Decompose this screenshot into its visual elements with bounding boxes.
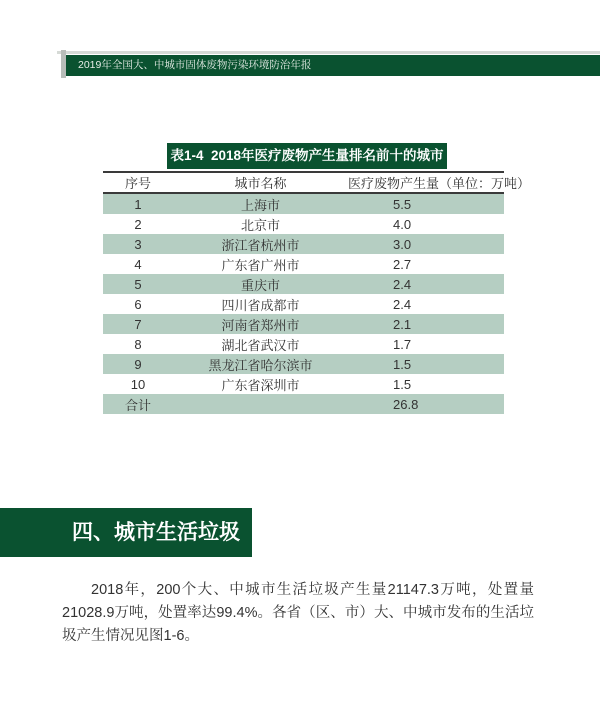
city-cell: 上海市 [240, 197, 280, 213]
city-cell: 重庆市 [240, 277, 280, 293]
value-cell: 2.7 [393, 256, 412, 272]
city-cell: 浙江省杭州市 [221, 237, 300, 253]
table-row [103, 314, 504, 334]
rank-cell: 1 [134, 196, 142, 212]
value-cell: 3.0 [393, 236, 412, 252]
total-value: 26.8 [393, 396, 419, 412]
value-cell: 5.5 [393, 196, 412, 212]
table-row [103, 254, 504, 274]
rank-cell: 7 [134, 316, 142, 332]
rank-cell: 8 [134, 336, 142, 352]
rank-cell: 3 [134, 236, 142, 252]
table-row [103, 274, 504, 294]
body-paragraph: 2018年，200个大、中城市生活垃圾产生量21147.3万吨，处置量21028.9万吨，处置率达99.4%。各省（区、市）大、中城市发布的生活垃圾产生情况见图1-6。 [62, 582, 534, 644]
value-cell: 1.7 [393, 336, 412, 352]
table-row [103, 234, 504, 254]
city-cell: 四川省成都市 [221, 297, 300, 313]
running-header-bar: 2019年全国大、中城市固体废物污染环境防治年报 [66, 55, 600, 76]
table-row [103, 194, 504, 214]
table-row [103, 214, 504, 234]
table-header-row [103, 171, 531, 194]
table-total-row [103, 394, 504, 414]
header-top-rule [57, 51, 600, 54]
rank-cell: 6 [134, 296, 142, 312]
city-cell: 广东省深圳市 [221, 377, 300, 393]
city-cell: 河南省郑州市 [221, 317, 300, 333]
value-cell: 1.5 [393, 376, 412, 392]
value-cell: 1.5 [393, 356, 412, 372]
table-row [103, 374, 504, 394]
rank-cell: 9 [134, 356, 142, 372]
table-body [103, 194, 504, 394]
city-cell: 湖北省武汉市 [221, 337, 300, 353]
rank-cell: 4 [134, 256, 142, 272]
city-cell: 广东省广州市 [221, 257, 300, 273]
rank-cell: 10 [130, 376, 146, 392]
table-row [103, 294, 504, 314]
city-cell: 黑龙江省哈尔滨市 [208, 357, 313, 373]
table-row [103, 354, 504, 374]
col-header-value: 医疗废物产生量（单位：万吨） [348, 176, 531, 191]
total-label: 合计 [125, 397, 152, 413]
table-title: 表1-4 2018年医疗废物产生量排名前十的城市 [167, 143, 447, 169]
value-cell: 2.4 [393, 276, 412, 292]
value-cell: 2.4 [393, 296, 412, 312]
col-header-city: 城市名称 [234, 176, 287, 191]
value-cell: 2.1 [393, 316, 412, 332]
rank-cell: 2 [134, 216, 142, 232]
rank-cell: 5 [134, 276, 142, 292]
col-header-rank: 序号 [124, 176, 151, 191]
value-cell: 4.0 [393, 216, 412, 232]
table-row [103, 334, 504, 354]
medical-waste-table [103, 171, 531, 414]
city-cell: 北京市 [240, 217, 280, 233]
section-heading: 四、城市生活垃圾 [0, 508, 252, 557]
